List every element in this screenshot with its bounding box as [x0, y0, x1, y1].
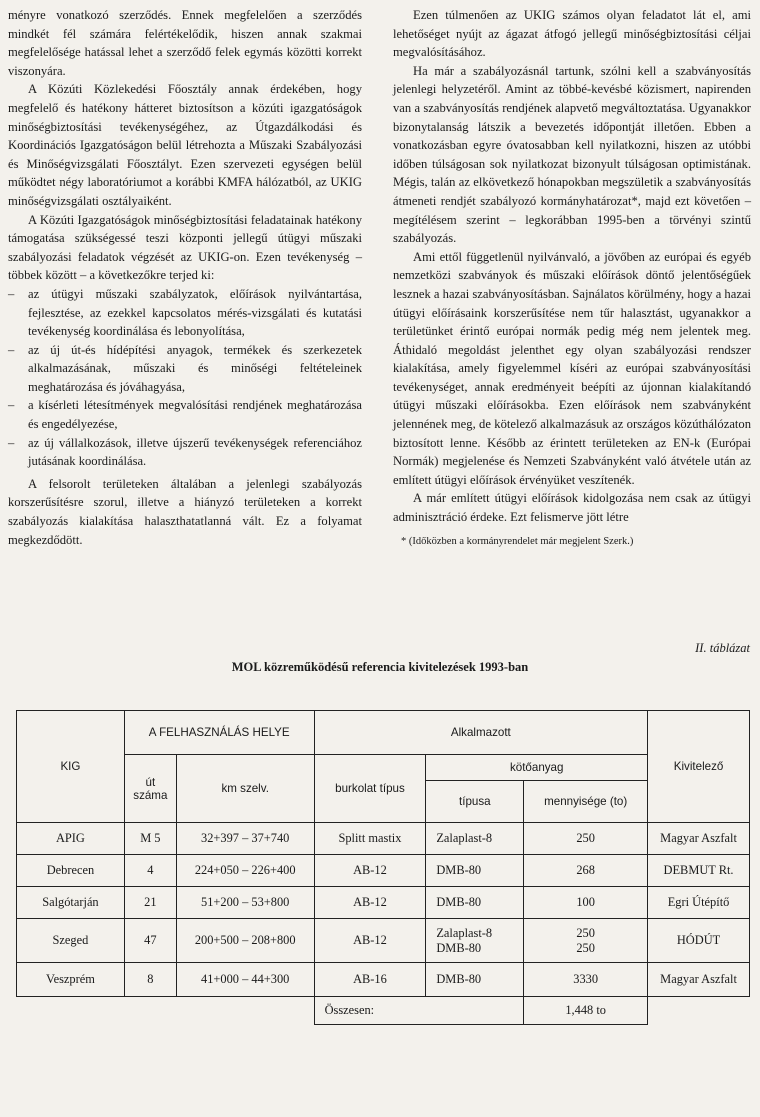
paragraph: A már említett útügyi előírások kidolgozása nem csak az útügyi adminisztráció érdeke. Ezt felismerve jött létre	[393, 491, 751, 525]
left-text-column	[8, 6, 362, 549]
paragraph: Ha már a szabályozásnál tartunk, szólni kell a szabványosítás jelenlegi helyzetéről. Amint az többé-kevésbé közismert, napirenden van a szabványosítás rendjének alapvető megváltoztatása. Ugyanakkor bizonytalanság látszik a bevezetés időpontját illetően. Ebben a vonatkozásban egyre óvatosabban kell nyilatkozni, hiszen az utóbbi időben túlságosan sok nyilatkozat bizonyult túlságosan optimistának. Mégis, talán az elkövetkező hónapokban megszületik a szabványosítás átmeneti rendjét szabályozó kormányhatározat*, majd ezt követően – megítélésem szerint – legkorábban 1995-ben a törvényi szintű szabályozás.	[393, 63, 751, 246]
header-kig: KIG	[17, 711, 125, 823]
cell-km: 200+500 – 208+800	[176, 919, 314, 963]
table-row	[17, 919, 750, 963]
cell-burkolat: Splitt mastix	[314, 823, 426, 855]
cell-kig: Veszprém	[17, 963, 125, 997]
cell-mennyiseg: 250	[524, 823, 648, 855]
list-item: – az új vállalkozások, illetve újszerű tevékenységek referenciához jutásának koordinálása.	[8, 434, 362, 471]
header-km-szelv: km szelv.	[176, 755, 314, 823]
cell-burkolat: AB-12	[314, 855, 426, 887]
cell-mennyiseg: 250 250	[524, 919, 648, 963]
cell-kivitelezo: Egri Útépítő	[648, 887, 750, 919]
cell-tipusa: DMB-80	[426, 887, 524, 919]
cell-burkolat: AB-12	[314, 887, 426, 919]
right-text-column	[393, 6, 751, 551]
cell-mennyiseg: 100	[524, 887, 648, 919]
cell-burkolat: AB-16	[314, 963, 426, 997]
table-row	[17, 963, 750, 997]
cell-kig: APIG	[17, 823, 125, 855]
cell-kivitelezo: Magyar Aszfalt	[648, 963, 750, 997]
cell-km: 41+000 – 44+300	[176, 963, 314, 997]
cell-km: 51+200 – 53+800	[176, 887, 314, 919]
header-ut-szama: út száma	[124, 755, 176, 823]
total-value: 1,448 to	[524, 997, 648, 1025]
header-alkalmazott: Alkalmazott	[314, 711, 648, 755]
table-title: MOL közreműködésű referencia kivitelezések 1993-ban	[231, 660, 529, 674]
cell-ut: 8	[124, 963, 176, 997]
cell-ut: 4	[124, 855, 176, 887]
paragraph: A Közúti Igazgatóságok minőségbiztosítási feladatainak hatékony támogatása szükségessé teszi központi jellegű útügyi műszaki szabályozási feladatok végzését az UKIG-on. Ezen tevékenység – többek között – a következőkre terjed ki:	[8, 212, 362, 283]
cell-kivitelezo: DEBMUT Rt.	[648, 855, 750, 887]
cell-km: 224+050 – 226+400	[176, 855, 314, 887]
list-item: – a kísérleti létesítmények megvalósítási rendjének meghatározása és engedélyezése,	[8, 396, 362, 433]
cell-ut: 47	[124, 919, 176, 963]
header-kivitelezo: Kivitelező	[648, 711, 750, 823]
paragraph: Ami ettől függetlenül nyilvánvaló, a jövőben az európai és egyéb nemzetközi szabványok és műszaki előírások döntő jelentőségűek lesznek a hazai szabványosításban. Sajnálatos körülmény, hogy a hazai útügyi előírásaink korszerűsítése nem tűr halasztást, ugyanakkor a területünket érintő európai normák pedig még nem jelentek meg. Áthidaló megoldást jelenthet egy olyan szabályozási rendszer kialakítása, amely figyelemmel kíséri az európai szabványosítási tevékenységet, annak eredményeit beépíti az újonnan kialakítandó útügyi műszaki előírásokba. Ezen előírások nem szabványként jelennének meg, de kötelező alkalmazásuk az országos közúthálózaton biztosított lenne. Később az érintett területeken az EN-k (Európai Normák) megjelenése és Nemzeti Szabványként való átvétele után az említett útügyi előírások érvényüket veszítenék.	[393, 249, 751, 487]
table-row	[17, 823, 750, 855]
cell-kig: Salgótarján	[17, 887, 125, 919]
total-label: Összesen:	[314, 997, 524, 1025]
header-mennyisege: mennyisége (to)	[524, 781, 648, 823]
paragraph: ményre vonatkozó szerződés. Ennek megfelelően a szerződés mindkét fél számára felértékelődik, hiszen annak szakmai megfelelősége hatással lehet a szerződő felek egymás közötti korrekt viszonyára.	[8, 8, 362, 78]
cell-km: 32+397 – 37+740	[176, 823, 314, 855]
cell-tipusa: Zalaplast-8 DMB-80	[426, 919, 524, 963]
table-number: II. táblázat	[695, 641, 750, 655]
paragraph: A felsorolt területeken általában a jelenlegi szabályozás korszerűsítésre szorul, illetve a hiányzó területeken a korrekt szabályozás kialakítása halaszthatatlanná vált. Ez a folyamat megkezdődött.	[8, 476, 362, 547]
task-list	[8, 285, 362, 471]
cell-kivitelezo: Magyar Aszfalt	[648, 823, 750, 855]
table-row	[17, 855, 750, 887]
paragraph: Ezen túlmenően az UKIG számos olyan feladatot lát el, ami lehetőséget nyújt az ágazat átfogó jellegű minőségbiztosítási céljai megvalósításához.	[393, 8, 751, 60]
cell-kig: Szeged	[17, 919, 125, 963]
header-burkolat-tipus: burkolat típus	[314, 755, 426, 823]
list-item: – az új út-és hídépítési anyagok, termékek és szerkezetek alkalmazásának, műszaki és minőségi feltételeinek meghatározása és jóváhagyása,	[8, 341, 362, 397]
header-felhasznalas-helye: A FELHASZNÁLÁS HELYE	[124, 711, 314, 755]
total-row	[17, 997, 750, 1025]
cell-burkolat: AB-12	[314, 919, 426, 963]
cell-kivitelezo: HÓDÚT	[648, 919, 750, 963]
header-tipusa: típusa	[426, 781, 524, 823]
list-item: – az útügyi műszaki szabályzatok, előírások nyilvántartása, fejlesztése, az ezekkel kapcsolatos mérés-vizsgálati és kutatási tevékenység koordinálása és lebonyolítása,	[8, 285, 362, 341]
reference-table	[16, 710, 750, 1025]
table-row	[17, 887, 750, 919]
cell-ut: 21	[124, 887, 176, 919]
cell-tipusa: DMB-80	[426, 963, 524, 997]
cell-mennyiseg: 268	[524, 855, 648, 887]
footnote: * (Időközben a kormányrendelet már megjelent Szerk.)	[401, 535, 634, 547]
header-kotoanyag: kötőanyag	[426, 755, 648, 781]
cell-ut: M 5	[124, 823, 176, 855]
cell-tipusa: Zalaplast-8	[426, 823, 524, 855]
cell-kig: Debrecen	[17, 855, 125, 887]
cell-tipusa: DMB-80	[426, 855, 524, 887]
cell-mennyiseg: 3330	[524, 963, 648, 997]
paragraph: A Közúti Közlekedési Főosztály annak érdekében, hogy megfelelő és hatékony hátteret biztosítson a közúti igazgatóságok minőségbiztosítási tevékenységéhez, az Útgazdálkodási és Koordinációs Igazgatóságon belül létrehozta a Műszaki Szabályozási és Minőségvizsgálati Főosztályt. Ezen szervezeti egységen belül működtet négy laboratóriumot a korábbi KMFA hálózatból, az UKIG minőségvizsgálati osztályaiként.	[8, 82, 362, 208]
